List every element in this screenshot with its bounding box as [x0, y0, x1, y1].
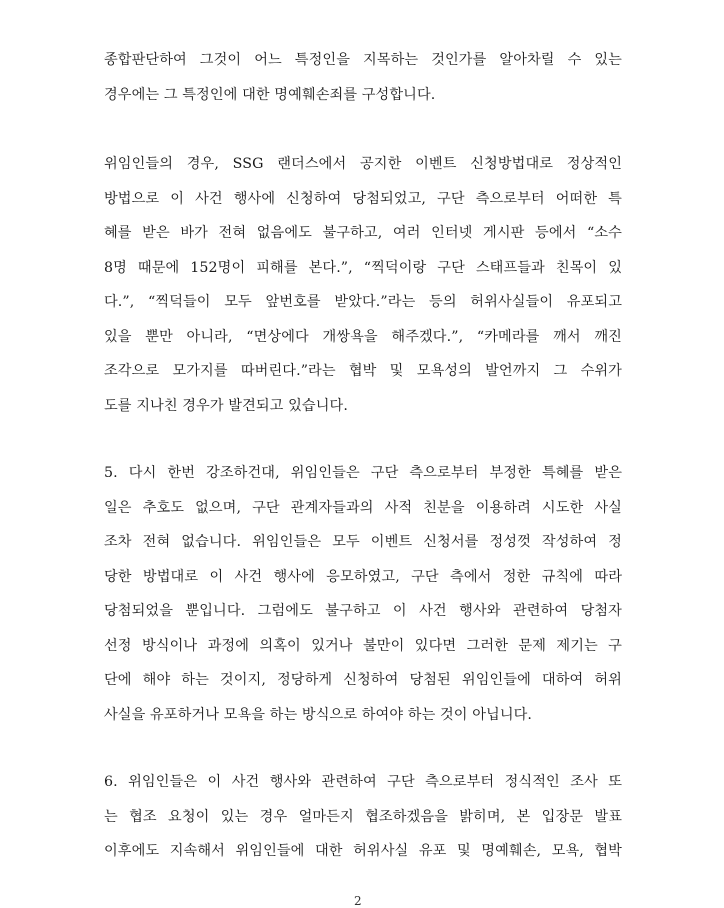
text-line: 있을 뿐만 아니라, “면상에다 개쌍욕을 해주겠다.”, “카메라를 깨서 깨진 — [104, 328, 622, 345]
page-number: 2 — [354, 894, 362, 908]
text-line: 도를 지나친 경우가 발견되고 있습니다. — [104, 397, 348, 414]
text-line: 사실을 유포하거나 모욕을 하는 방식으로 하여야 하는 것이 아닙니다. — [104, 706, 533, 723]
text-line: 단에 해야 하는 것이지, 정당하게 신청하여 당첨된 위임인들에 대하여 허위 — [104, 672, 622, 688]
text-line: 조차 전혀 없습니다. 위임인들은 모두 이벤트 신청서를 정성껏 작성하여 정 — [104, 534, 622, 550]
text-line: 위임인들의 경우, SSG 랜더스에서 공지한 이벤트 신청방법대로 정상적인 — [104, 156, 622, 172]
text-line: 다.”, “찍덕들이 모두 앞번호를 받았다.”라는 등의 허위사실들이 유포되고 — [104, 294, 622, 310]
text-line: 당한 방법대로 이 사건 행사에 응모하였고, 구단 측에서 정한 규칙에 따라 — [104, 568, 622, 585]
text-line: 방법으로 이 사건 행사에 신청하여 당첨되었고, 구단 측으로부터 어떠한 특 — [104, 190, 622, 207]
paragraph-defamation-criteria — [104, 43, 622, 112]
text-line: 종합판단하여 그것이 어느 특정인을 지목하는 것인가를 알아차릴 수 있는 — [104, 52, 622, 68]
text-line: 선정 방식이나 과정에 의혹이 있거나 불만이 있다면 그러한 문제 제기는 구 — [104, 637, 622, 654]
text-line: 경우에는 그 특정인에 대한 명예훼손죄를 구성합니다. — [104, 86, 436, 103]
text-line: 이후에도 지속해서 위임인들에 대한 허위사실 유포 및 명예훼손, 모욕, 협박 — [104, 843, 622, 859]
paragraph-section-6 — [104, 765, 622, 869]
text-line: 당첨되었을 뿐입니다. 그럼에도 불구하고 이 사건 행사와 관련하여 당첨자 — [104, 603, 622, 619]
text-line: 일은 추호도 없으며, 구단 관계자들과의 사적 친분을 이용하려 시도한 사실 — [104, 499, 622, 516]
text-line: 혜를 받은 바가 전혀 없음에도 불구하고, 여러 인터넷 게시판 등에서 “소수 — [104, 225, 622, 241]
text-line: 5. 다시 한번 강조하건대, 위임인들은 구단 측으로부터 부정한 특혜를 받은 — [104, 465, 622, 481]
text-line: 조각으로 모가지를 따버린다.”라는 협박 및 모욕성의 발언까지 그 수위가 — [104, 363, 622, 379]
paragraph-section-5 — [104, 456, 622, 732]
text-line: 6. 위임인들은 이 사건 행사와 관련하여 구단 측으로부터 정식적인 조사 또 — [104, 774, 622, 790]
text-line: 는 협조 요청이 있는 경우 얼마든지 협조하겠음을 밝히며, 본 입장문 발표 — [104, 808, 622, 825]
paragraph-false-facts — [104, 147, 622, 423]
text-line: 8명 때문에 152명이 피해를 본다.”, “찍덕이랑 구단 스태프들과 친목이 있 — [104, 259, 622, 276]
